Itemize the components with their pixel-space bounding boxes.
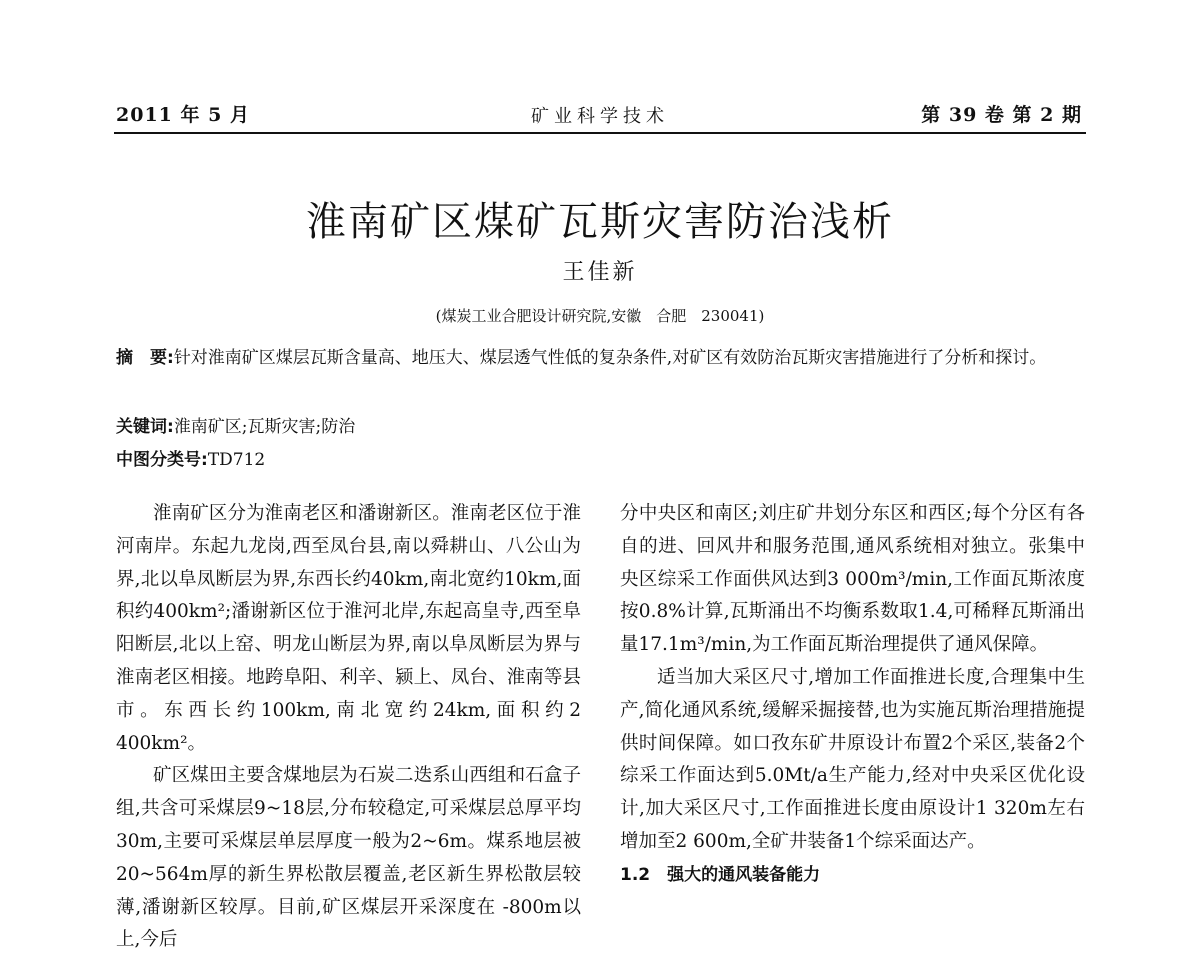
clc-label: 中图分类号: — [116, 450, 208, 470]
paragraph: 矿区煤田主要含煤地层为石炭二迭系山西组和石盒子组,共含可采煤层9~18层,分布较稳定,可采煤层总厚平均30m,主要可采煤层单层厚度一般为2~6m。煤系地层被20~564m厚的新生界松散层覆盖,老区新生界松散层较薄,潘谢新区较厚。目前,矿区煤层开采深度在 -800m以上,今后 — [116, 765, 581, 951]
abstract-text: 针对淮南矿区煤层瓦斯含量高、地压大、煤层透气性低的复杂条件,对矿区有效防治瓦斯灾害措施进行了分析和探讨。 — [173, 348, 1047, 368]
paragraph: 淮南矿区分为淮南老区和潘谢新区。淮南老区位于淮河南岸。东起九龙岗,西至凤台县,南以舜耕山、八公山为界,北以阜凤断层为界,东西长约40km,南北宽约10km,面积约400km²;潘谢新区位于淮河北岸,东起高皇寺,西至阜阳断层,北以上窑、明龙山断层为界,南以阜凤断层为界与淮南老区相接。地跨阜阳、利辛、颍上、凤台、淮南等县市。东西长约100km,南北宽约24km,面积约2 400km²。 — [116, 503, 581, 754]
keywords-label: 关键词: — [116, 417, 174, 437]
clc-text: TD712 — [207, 450, 266, 470]
journal-volume-issue: 第 39 卷 第 2 期 — [921, 104, 1082, 126]
header-rule — [114, 132, 1086, 134]
abstract-label: 摘 要: — [116, 348, 174, 368]
author-affiliation: (煤炭工业合肥设计研究院,安徽 合肥 230041) — [435, 307, 765, 325]
paragraph: 分中央区和南区;刘庄矿井划分东区和西区;每个分区有各自的进、回风井和服务范围,通风系统相对独立。张集中央区综采工作面供风达到3 000m³/min,工作面瓦斯浓度按0.8%计算,瓦斯涌出不均衡系数取1.4,可稀释瓦斯涌出量17.1m³/min,为工作面瓦斯治理提供了通风保障。 — [620, 503, 1085, 656]
keywords-text: 淮南矿区;瓦斯灾害;防治 — [173, 417, 356, 437]
classification-number — [116, 445, 1086, 475]
article-title: 淮南矿区煤矿瓦斯灾害防治浅析 — [306, 199, 894, 245]
section-heading: 1.2 强大的通风装备能力 — [620, 864, 821, 885]
article-author: 王佳新 — [562, 260, 638, 285]
paragraph: 适当加大采区尺寸,增加工作面推进长度,合理集中生产,简化通风系统,缓解采掘接替,也为实施瓦斯治理措施提供时间保障。如口孜东矿井原设计布置2个采区,装备2个综采工作面达到5.0Mt/a生产能力,经对中央采区优化设计,加大采区尺寸,工作面推进长度由原设计1 320m左右增加至2 600m,全矿井装备1个综采面达产。 — [620, 666, 1085, 852]
abstract — [116, 343, 1086, 373]
journal-date: 2011 年 5 月 — [116, 104, 250, 126]
keywords — [116, 412, 1086, 442]
body-column-left — [116, 498, 581, 957]
journal-name: 矿业科学技术 — [531, 106, 669, 127]
body-column-right — [620, 498, 1085, 892]
